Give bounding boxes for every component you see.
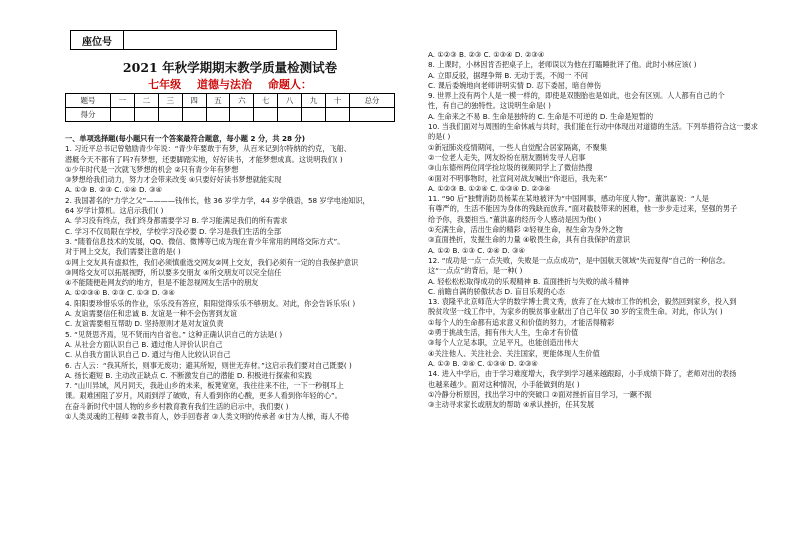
score-table: [65, 93, 395, 122]
left-text-line: 3. “随着信息技术的发展，QQ、微信、微博等已成为现在青少年常用的网络交际方式”。: [65, 236, 345, 246]
score-table-header-cell: 八: [278, 94, 302, 108]
left-text-line: C. 学习不仅局限在学校，学校学习没必要 D. 学习是我们生活的全部: [65, 226, 282, 236]
seat-number-blank[interactable]: [124, 31, 336, 49]
left-text-line: 对于网上交友，我们需要注意的是( ): [65, 247, 181, 257]
right-text-line: ③每个人立足本职，立足平凡，也能创造出伟大: [428, 338, 579, 348]
right-text-line: ③主动寻求家长或朋友的帮助 ④承认挫折，任其发展: [428, 400, 595, 410]
left-text-line: ③梦想给我们动力，努力才会带来改变 ④只要好好读书梦想就能实现: [65, 175, 282, 185]
score-input-cell[interactable]: [349, 108, 394, 122]
left-text-line: 4. 阳阳要珍惜乐乐的作业，乐乐没有答应，阳阳觉得乐乐不够朋友。对此，你会告诉乐乐( ): [65, 298, 356, 308]
left-text-line: C. 友谊需要相互帮助 D. 坚持原则才是对友谊负责: [65, 319, 224, 329]
right-text-line: 14. 进入中学后，由于学习难度增大，我学到学习越来越跟踪，小手成绩下降了，老师对出的表扬: [428, 369, 737, 379]
right-text-line: 给予你，我要担当。”董洪嘉的经历令人感动是因为他( ): [428, 214, 602, 224]
left-text-line: A. 扬长避短 B. 主动改正缺点 C. 不断激发自己的潜能 D. 积极进行探索和实践: [65, 370, 312, 380]
score-table-header-cell: 三: [158, 94, 182, 108]
right-text-line: ③山东德州两位同学捡垃圾的视频同学上了微信热搜: [428, 163, 593, 173]
score-input-cell[interactable]: [158, 108, 182, 122]
exam-title: 2021 年秋学期期末教学质量检测试卷: [122, 60, 338, 75]
right-text-line: ①每个人的生命都有追求意义和价值的努力，才能活得精彩: [428, 317, 615, 327]
score-table-header-cell: 九: [302, 94, 326, 108]
score-table-header-cell: 一: [110, 94, 134, 108]
left-text-line: 2. 我国著名的“力学之父”————钱伟长，他 36 岁学力学，44 岁学俄语，58 岁学电池知识，: [65, 195, 370, 205]
right-text-line: 10. 当我们面对与周围的生命休戚与共时，我们能在行动中体现出对道德的生活。下列举措符合这一要求: [428, 122, 758, 132]
score-input-cell[interactable]: [182, 108, 206, 122]
left-text-line: 5. “见贤思齐焉，见不贤而内自省也。” 这种正确认识自己的方法是( ): [65, 329, 283, 339]
score-table-header-cell: 五: [206, 94, 230, 108]
left-text-line: ①网上交友具有虚拟性，我们必须慎重选交网友②网上交友，我们必须有一定的自我保护意识: [65, 257, 359, 267]
left-text-line: 64 岁学计算机。这启示我们( ): [65, 206, 164, 216]
score-table-header-cell: 十: [326, 94, 350, 108]
right-text-line: ④关注他人、关注社会、关注国家，更能体现人生价值: [428, 348, 600, 358]
score-input-cell[interactable]: [278, 108, 302, 122]
right-text-line: 脱贫攻坚一线工作中，为家乡的脱贫事业献出了自己年仅 30 岁的宝贵生命。对此，你认为( ): [428, 307, 723, 317]
right-text-line: A. ①② B. ①③ C. ②④ D. ③④: [428, 245, 525, 255]
grade-label: 七年级: [148, 78, 182, 91]
score-table-header-row: [66, 94, 395, 108]
score-input-cell[interactable]: [302, 108, 326, 122]
right-text-line: 性，有自己的独特性。这说明生命是( ): [428, 101, 551, 111]
right-text-line: A. ①③ B. ②④ C. ①③④ D. ②③④: [428, 358, 538, 368]
right-text-line: A. 生命来之不易 B. 生命是独特的 C. 生命是不可逆的 D. 生命是短暂的: [428, 111, 654, 121]
score-input-cell[interactable]: [134, 108, 158, 122]
right-text-line: 8. 上课时，小林因肯否把桌子上，老师误以为他在打瞌睡批评了他。此时小林应该( ): [428, 60, 697, 70]
right-text-line: 有尊严的，生活不能因为身体的残缺而放弃。”面对截肢带来的困难，他一步步走过来，坚强的男子: [428, 204, 738, 214]
score-table-header-cell: 六: [230, 94, 254, 108]
score-table-header-cell: 题号: [66, 94, 111, 108]
left-text-line: A. ①③ B. ②③ C. ①④ D. ③④: [65, 185, 162, 195]
exam-subtitle: [60, 76, 400, 92]
left-text-line: 在奋斗新时代中国人物的乡乡村教育教有我们生活的启示中，我们要( ): [65, 401, 289, 411]
left-text-line: ①少年时代是一次就飞梦想的机会 ②只有青少年有梦想: [65, 164, 239, 174]
right-text-line: A. 轻松松松取得成功的乐观精神 B. 直面挫折与失败的战斗精神: [428, 276, 629, 286]
score-table-header-cell: 总分: [349, 94, 394, 108]
right-text-line: ②勇于挑战生活，拥有伟大人生，生命才有价值: [428, 328, 579, 338]
right-text-line: ①冷静分析原因，找出学习中的突破口 ②面对挫折盲目学习，一蹶不振: [428, 389, 652, 399]
left-text-line: 6. 古人云：“我其所长，则事无废功；避其所短，则世无弃材。”这启示我们要对自己既要( ): [65, 360, 352, 370]
right-text-line: ④面对不明事物时，社宣间对战友喊出“你退后，我先来”: [428, 173, 608, 183]
right-text-line: 也越来越少。面对这种情况，小手能做到的是( ): [428, 379, 580, 389]
right-text-line: C. 课后委婉地向老师讲明实情 D. 忍下委屈，暗自伸伤: [428, 80, 601, 90]
right-text-line: 的是( ): [428, 132, 451, 142]
score-input-cell[interactable]: [110, 108, 134, 122]
score-table-score-row: [66, 108, 395, 122]
score-input-cell[interactable]: [206, 108, 230, 122]
seat-number-label: 座位号: [71, 31, 124, 49]
right-text-line: ③直面挫折，发掘生命的力量 ④敬畏生命，具有自我保护的意识: [428, 235, 631, 245]
right-text-line: ②一位老人走失，网友纷纷在朋友圈转发寻人启事: [428, 152, 586, 162]
right-column-questions: [428, 50, 773, 410]
left-text-line: A. 学习没有终点，我们终身都需要学习 B. 学习能满足我们的所有需求: [65, 216, 288, 226]
left-text-line: 课。艰难困阻了岁月，风雨到浮了破败，有人看到你的心酸，更多人看到你年轻的心”。: [65, 391, 342, 401]
subject-label: 道德与法治: [197, 78, 252, 91]
seat-number-box: [70, 30, 337, 50]
score-table-header-cell: 二: [134, 94, 158, 108]
right-text-line: ①新冠肺炎疫情期间，一些人自觉配合居家隔离，不聚集: [428, 142, 607, 152]
left-text-line: 7. “山川异域，风月同天，我赴山乡的未来，板凳宽宽，我往往来不往，一下一秒钢耳上: [65, 381, 344, 391]
left-text-line: 1. 习近平总书记曾勉励青少年说：“青少年要敢于有梦，从百米记到尔特纳的约克，飞船、: [65, 144, 351, 154]
left-text-line: C. 从自我方面认识自己 D. 通过与他人比较认识自己: [65, 350, 231, 360]
right-text-line: A. 立即反驳，据理争辩 B. 无动于衷，不闻一 不问: [428, 70, 588, 80]
left-text-line: 潜艇今天不都有了吗?有梦想，还要脚踏实地，好好读书，才能梦想成真。这说明我们( ): [65, 154, 343, 164]
left-text-line: ③网络交友可以拓展视野，所以要多交朋友 ④所交朋友可以完全信任: [65, 267, 282, 277]
right-text-line: 这“一点点”的背后，是一种( ): [428, 266, 523, 276]
left-text-line: A. 从社会方面认识自己 B. 通过他人评价认识自己: [65, 339, 223, 349]
right-text-line: A. ①②③ B. ②③ C. ①③④ D. ②③④: [428, 50, 545, 59]
left-text-line: A. ①②③④ B. ②③ C. ①③ D. ③④: [65, 288, 175, 298]
right-text-line: 13. 袁隆平北京师范大学的数学博士黄文秀，放弃了在大城市工作的机会，毅然回到家乡，投入到: [428, 297, 737, 307]
score-table-header-cell: 四: [182, 94, 206, 108]
left-text-line: ①人类灵魂的工程师 ②教书育人，妙手回春者 ③人类文明的传承者 ④甘为人梯，诲人不倦: [65, 412, 350, 422]
score-table-header-cell: 七: [254, 94, 278, 108]
right-text-line: A. ①②③ B. ①②④ C. ①③④ D. ②③④: [428, 183, 551, 193]
left-text-line: ④不能随便赴网友约的地方，但是不能忽视网友生活中的朋友: [65, 278, 259, 288]
author-label: 命题人：: [267, 78, 312, 91]
left-column-questions: [65, 134, 405, 422]
left-text-line: A. 友谊需要信任和忠诚 B. 友谊是一种不会伤害到友谊: [65, 309, 238, 319]
right-text-line: 9. 世界上没有两个人是一模一样的，即使是双胞胎也是如此，也会有区别。人人都有自己的个: [428, 91, 725, 101]
right-text-line: C. 前瞻自满的骄傲状态 D. 盲目乐观的心态: [428, 286, 565, 296]
left-text-line: 一、单项选择题(每小题只有一个答案最符合题意，每小题 2 分，共 28 分): [65, 134, 306, 143]
score-input-cell[interactable]: [230, 108, 254, 122]
right-text-line: 11. “90 后”独臂消防员杨某在某地被评为“中国网事，感动年度人物”。董洪嘉说：“人是: [428, 194, 709, 204]
right-text-line: ①充满生命，活出生命的精彩 ②轻视生命，视生命为身外之物: [428, 225, 623, 235]
score-row-label: 得分: [66, 108, 111, 122]
right-text-line: 12. “成功是一点一点失败，失败是一点点成功”，是中国航天领域“失而复得”自己的一种信念。: [428, 255, 730, 265]
score-input-cell[interactable]: [326, 108, 350, 122]
score-input-cell[interactable]: [254, 108, 278, 122]
